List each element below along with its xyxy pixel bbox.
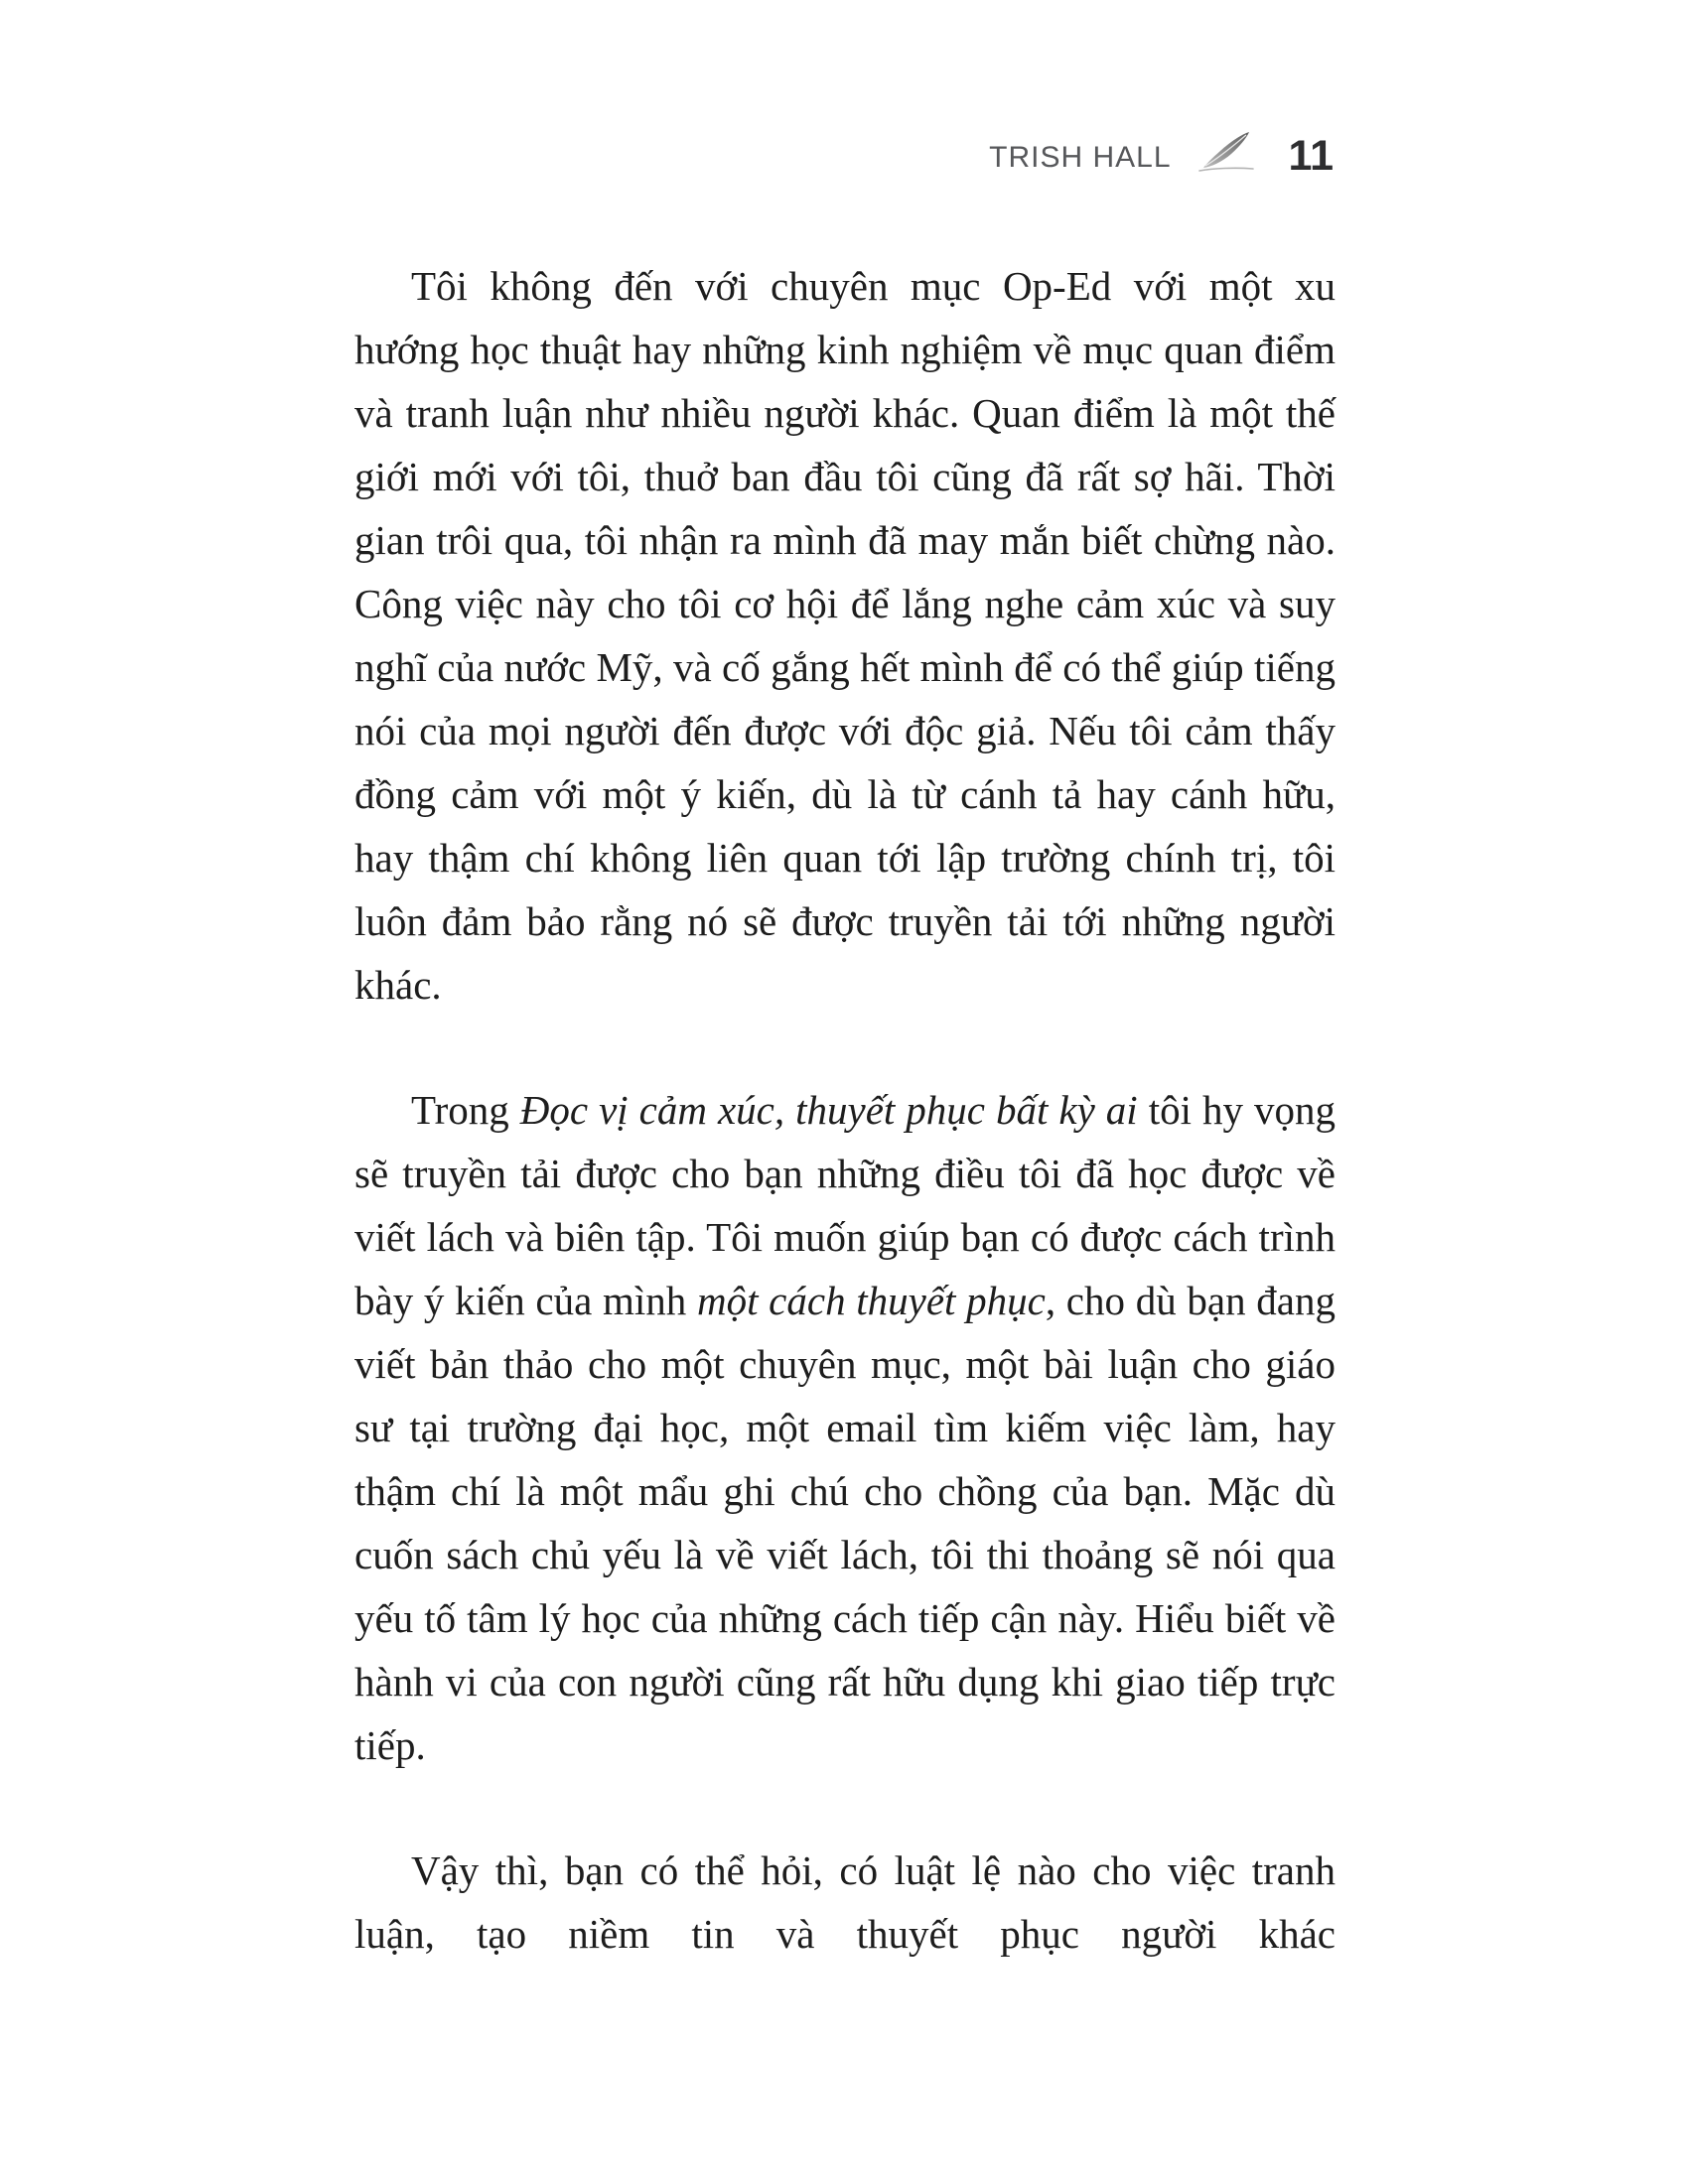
paragraph-2-text: Trong <box>411 1087 520 1133</box>
running-head-author: TRISH HALL <box>989 141 1172 174</box>
paragraph-2-text: tôi hy vọng sẽ truyền tải được cho bạn những điều tôi đã học được về viết lách và biên tập. Tôi muốn giúp bạn có được cách trình bày ý kiến của mình <box>354 1087 1336 1323</box>
emphasis-italic: một cách thuyết phục <box>696 1278 1046 1323</box>
paragraph-3-text: Vậy thì, bạn có thể hỏi, có luật lệ nào cho việc tranh luận, tạo niềm tin và thuyết phục người khác <box>354 1847 1336 1957</box>
paragraph-1-text: Tôi không đến với chuyên mục Op-Ed với một xu hướng học thuật hay những kinh nghiệm về mục quan điểm và tranh luận như nhiều người khác. Quan điểm là một thế giới mới với tôi, thuở ban đầu tôi cũng đã rất sợ hãi. Thời gian trôi qua, tôi nhận ra mình đã may mắn biết chừng nào. Công việc này cho tôi cơ hội để lắng nghe cảm xúc và suy nghĩ của nước Mỹ, và cố gắng hết mình để có thể giúp tiếng nói của mọi người đến được với độc giả. Nếu tôi cảm thấy đồng cảm với một ý kiến, dù là từ cánh tả hay cánh hữu, hay thậm chí không liên quan tới lập trường chính trị, tôi luôn đảm bảo rằng nó sẽ được truyền tải tới những người khác. <box>354 263 1336 1008</box>
paragraph-2 <box>354 1078 1336 1777</box>
page-header <box>989 129 1334 178</box>
paragraph-2-text: , cho dù bạn đang viết bản thảo cho một chuyên mục, một bài luận cho giáo sư tại trường đại học, một email tìm kiếm việc làm, hay thậm chí là một mẩu ghi chú cho chồng của bạn. Mặc dù cuốn sách chủ yếu là về viết lách, tôi thi thoảng sẽ nói qua yếu tố tâm lý học của những cách tiếp cận này. Hiểu biết về hành vi của con người cũng rất hữu dụng khi giao tiếp trực tiếp. <box>354 1278 1336 1768</box>
paragraph-3 <box>354 1839 1336 1966</box>
paragraph-1 <box>354 254 1336 1017</box>
page-number: 11 <box>1288 132 1334 180</box>
book-title-italic: Đọc vị cảm xúc, thuyết phục bất kỳ ai <box>519 1087 1138 1133</box>
quill-feather-icon <box>1197 131 1255 180</box>
body-text <box>354 254 1336 1966</box>
